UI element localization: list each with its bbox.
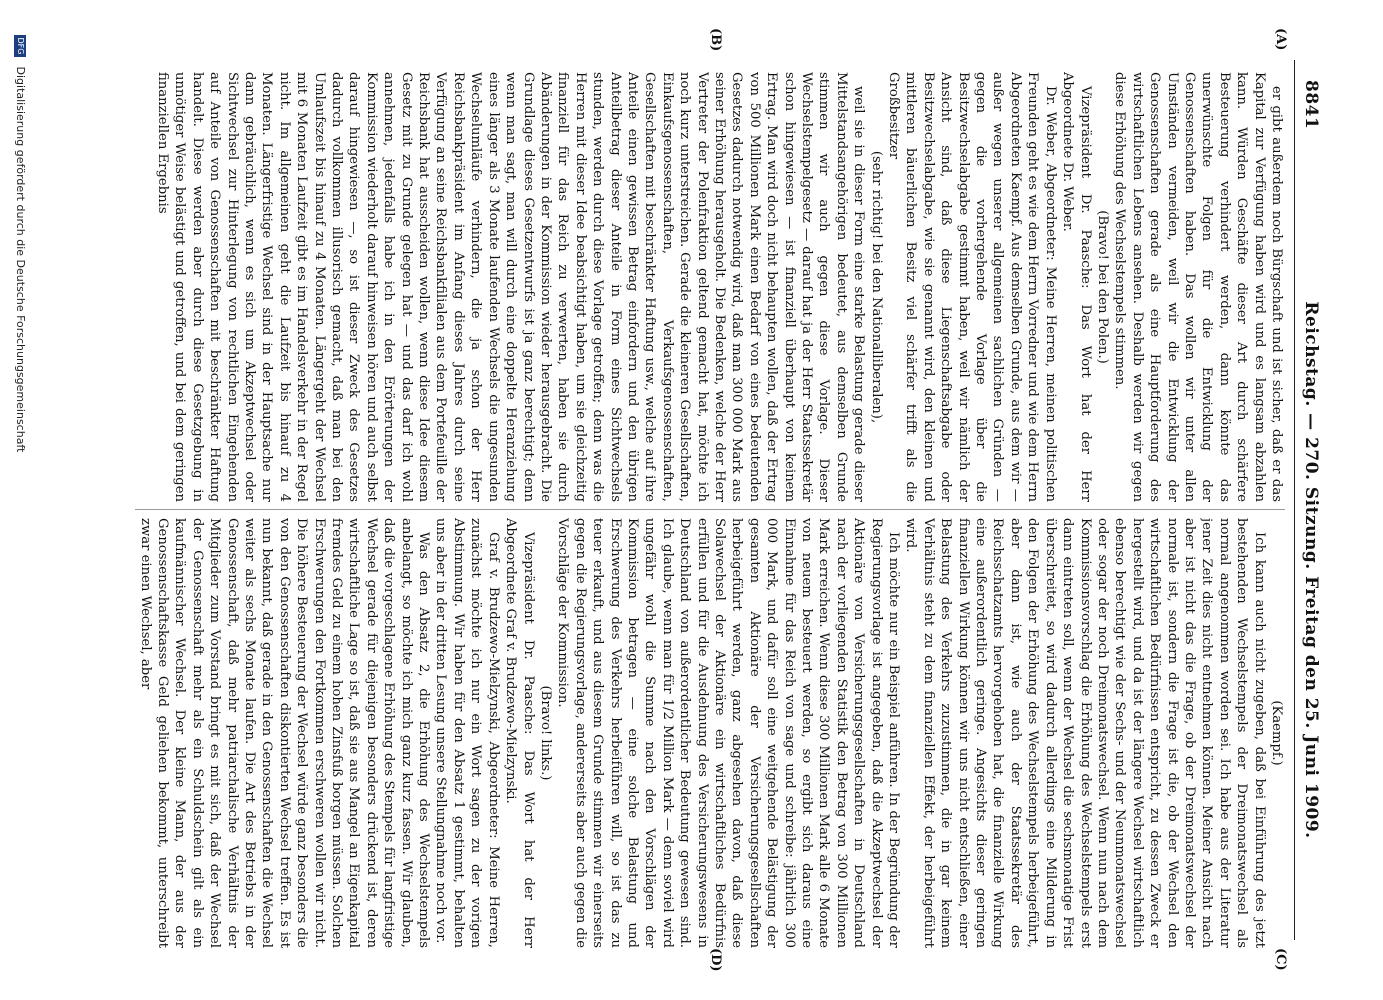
column-divider <box>135 509 1285 510</box>
paragraph: Graf v. Brudzewo-Mielzynski, Abgeordneter: Meine Herren, zunächst möchte ich nur ein Wort sagen zu der vorigen Abstimmung. Wir haben für den Absatz 1 gestimmt, behalten uns aber in der dritten Lesung unsere Stellungnahme noch vor. <box>433 518 501 948</box>
paragraph: er gibt außerdem noch Bürgschaft und ist sicher, daß er das Kapital zur Verfügung haben wird und es langsam abzahlen kann. Würden Geschäfte dieser Art durch schärfere Besteuerung verhindert werden, dann könnte das unerwünschte Folgen für die Entwicklung der Genossenschaften haben. Das wollen wir unter allen Umständen vermeiden, weil wir die Entwicklung der Genossenschaften gerade als eine Hauptforderung des wirtschaftlichen Lebens ansehen. Deshalb werden wir gegen diese Erhöhung des Wechselstempels stimmen. <box>1112 72 1284 502</box>
speaker-running-head: (Kaempf.) <box>1269 700 1284 766</box>
paragraph: Was den Absatz 2, die Erhöhung des Wechselstempels anbelangt, so möchte ich mich ganz kurz fassen. Wir glauben, daß die vorgeschlagene Erhöhung des Stempels für langfristige Wechsel gerade für diejenigen besonders drückend ist, deren wirtschaftliche Lage so ist, daß sie aus Mangel an Eigenkapital fremdes Geld zu einem hohen Zinsfuß borgen müssen. Solchen Erschwerungen den Fortkommen erschweren wollen wir nicht. Die höhere Besteuerung der Wechsel würde ganz besonders die von den Genossenschaften diskontierten Wechsel treffen. Es ist nun bekannt, daß gerade in den Genossenschaften die Wechsel weiter als sechs Monate laufen. Die Art des Betriebs in der Genossenschaft, daß mehr patriarchalische Verhältnis der Mitglieder zum Vorstand bringt es mit sich, daß der Wechsel der Genossenschaft mehr als ein Schuldschein gilt als ein kaufmännischer Wechsel. Der kleine Mann, der aus der Genossenschaftskasse Geld geliehen bekommt, unterschreibt zwar einen Wechsel, aber <box>137 518 432 948</box>
footer-credit-text: Digitalisierung gefördert durch die Deutsche Forschungsgemeinschaft <box>14 66 27 453</box>
paragraph: Dr. Weber, Abgeordneter: Meine Herren, meinen politischen Freunden geht es wie dem Herrn Vorredner und wie dem Herrn Abgeordneten Kaempf. Aus demselben Grunde, aus dem wir — außer wegen unserer allgemeinen sachlichen Gründen — gegen die vorhergehende Vorlage über die Besitzwechselabgabe gestimmt haben, weil wir nämlich der Ansicht sind, daß diese Liegenschaftsabgabe oder Besitzwechselabgabe, wie sie genannt wird, den kleinen und mittleren bäuerlichen Besitz viel schärfer trifft als die Großbesitzer <box>886 72 1058 502</box>
page-header <box>1297 70 1321 930</box>
interjection: (Bravo! bei den Polen.) <box>1094 210 1110 364</box>
dfg-logo-icon: DFG <box>14 35 26 57</box>
right-text-column <box>40 518 1285 948</box>
paragraph: Ich möchte nur ein Beispiel anführen. In der Begründung der Regierungsvorlage ist angegeben, daß die Akzeptwechsel der Aktionäre von Versicherungsgesellschaften in Deutschland nach der vorliegenden Statistik den Betrag von 300 Millionen Mark erreichen. Wenn diese 300 Millionen Mark alle 6 Monate von neuem besteuert werden, so ergibt sich daraus eine Einnahme für das Reich von sage und schreibe: jährlich 300 000 Mark, und dafür soll eine weitgehende Belästigung der gesamten Aktionäre der Versicherungsgesellschaften herbeigeführt werden, ganz abgesehen davon, daß diese Solawechsel der Aktionäre ein wirtschaftliches Bedürfnis erfüllen und für die Ausdehnung des Versicherungswesens in Deutschland von außerordentlicher Bedeutung gewesen sind. Ich glaube, wenn man für 1/2 Million Mark — denn soviel wird ungefähr wohl die Summe nach den Vorschlägen der Kommission betragen — eine solche Belastung und Erschwerung des Verkehrs herbeiführen will, so ist das zu teuer erkauft, und aus diesem Grunde stimmen wir einerseits gegen die Regierungsvorlage, andererseits aber auch gegen die Vorschläge der Kommission. <box>555 518 902 948</box>
interjection: (sehr richtig! bei den Nationalliberalen), <box>868 150 884 424</box>
footer-credit <box>14 35 27 995</box>
margin-marker-b: (B) <box>708 28 723 52</box>
interjection: (Bravo! links.) <box>537 685 553 781</box>
page-title: Reichstag. — 270. Sitzung. Freitag den 25. Juni 1909. <box>1301 301 1321 839</box>
margin-marker-a: (A) <box>1273 28 1288 51</box>
margin-marker-c: (C) <box>1273 948 1288 971</box>
paragraph: Ich kann auch nicht zugeben, daß bei Einführung des jetzt bestehenden Wechselstempels der Dreimonatswechsel als normal angenommen worden sei. Ich habe aus der Literatur jener Zeit dies nicht entnehmen können. Meiner Ansicht nach aber ist nicht das die Frage, ob der Dreimonatswechsel der normale ist, sondern die Frage ist die, ob der Wechsel den wirtschaftlichen Bedürfnissen entspricht, zu dessen Zweck er hergestellt wird, und da ist der längere Wechsel wirtschaftlich ebenso berechtigt wie der Sechs- und der Neunmonatswechsel oder sogar der noch Dreimonatswechsel. Wenn nun nach dem Kommissionsvorschlag die Erhöhung des Wechselstempels erst dann eintreten soll, wenn der Wechsel die sechsmonatige Frist überschreitet, so wird dadurch allerdings eine Milderung in den Folgen der Erhöhung des Wechselstempels herbeigeführt, aber dann ist, wie auch der Staatssekretär des Reichsschatzamts hervorgehoben hat, die finanzielle Wirkung eine außerordentlich geringe. Angesichts dieser geringen finanziellen Wirkung können wir uns nicht entschließen, einer Belastung des Verkehrs zuzustimmen, die in gar keinem Verhältnis steht zu dem finanziellen Effekt, der herbeigeführt wird. <box>903 518 1267 948</box>
left-text-column <box>135 72 1285 502</box>
speaker-intro: Vizepräsident Dr. Paasche: Das Wort hat der Herr Abgeordnete Dr. Weber. <box>1060 72 1093 502</box>
speaker-intro: Vizepräsident Dr. Paasche: Das Wort hat der Herr Abgeordnete Graf v. Brudzewo-Mielzynski. <box>503 518 536 948</box>
paragraph: weil sie in dieser Form eine starke Belastung gerade dieser Mittelstandsangehörigen bedeutet, aus demselben Grunde stimmen wir auch gegen diese Vorlage. Dieser Wechselstempelgesetz — darauf hat ja der Herr Staatssekretär schon hingewiesen — ist finanziell überhaupt von keinem Ertrag. Man wird doch nicht behaupten wollen, daß der Ertrag von 500 Millionen Mark einen Bedarf von eines bedeutenden Gesetzes dadurch notwendig wird, daß man 300 000 Mark aus seiner Erhöhung herausgeholt. Die Bedenken, welche der Herr Vertreter der Polenfraktion geltend gemacht hat, möchte ich noch kurz unterstreichen. Gerade die kleineren Gesellschaften, Einkaufsgenossenschaften, Verkaufsgenossenschaften, Gesellschaften mit beschränkter Haftung usw., welche auf ihre Anteile einen gewissen Betrag einfordern und den übrigen Anteilbetrag dieser Anteile in Form eines Sichtwechsels stunden, werden durch diese Vorlage getroffen; denn was die Herren mit dieser Idee beabsichtigt haben, um sie gleichzeitig finanziell für das Reich zu verwerten, haben sie durch Abänderungen in der Kommission wieder herausgebracht. Die Grundlage dieses Gesetzentwurfs ist ja ganz berechtigt; denn wenn man sagt, man will durch eine doppelte Heranziehung eines länger als 3 Monate laufenden Wechsels die ungesunden Wechselumläufe verhindern, die ja schon der Herr Reichsbankpräsident im Anfang dieses Jahres durch seine Verfügung an seine Reichsbankfilialen aus dem Portefeuille der Reichsbank hat ausscheiden wollen, wenn diese Idee diesem Gesetz mit zu Grunde gelegen hat — und das darf ich wohl annehmen, jedenfalls habe ich in den Erörterungen der Kommission wiederholt darauf hinweisen hören und auch selbst darauf hingewiesen —, so ist dieser Zweck des Gesetzes dadurch vollkommen illusorisch gemacht, daß man bei den Umlaufszeit bis hinauf zu 4 Monaten. Längergeht der Wechsel mit 6 Monaten Laufzeit gibt es im Handelsverkehr in der Regel nicht. Im allgemeinen geht die Laufzeit bis hinauf zu 4 Monaten. Längerfristige Wechsel sind in der Hauptsache nur dann gebräuchlich, wenn es sich um Akzeptwechsel oder Sichtwechsel zur Hinterlegung von rechtlichen Eingehenden auf Anteile von Genossenschaften mit beschränkter Haftung handelt. Diese werden aber durch diese Gesetzgebung in unnötiger Weise belästigt und getroffen, und bei dem geringen finanziellen Ergebnis <box>155 72 867 502</box>
margin-marker-d: (D) <box>708 948 723 972</box>
page-number: 8841 <box>1301 80 1321 130</box>
header-rule <box>1294 60 1295 940</box>
